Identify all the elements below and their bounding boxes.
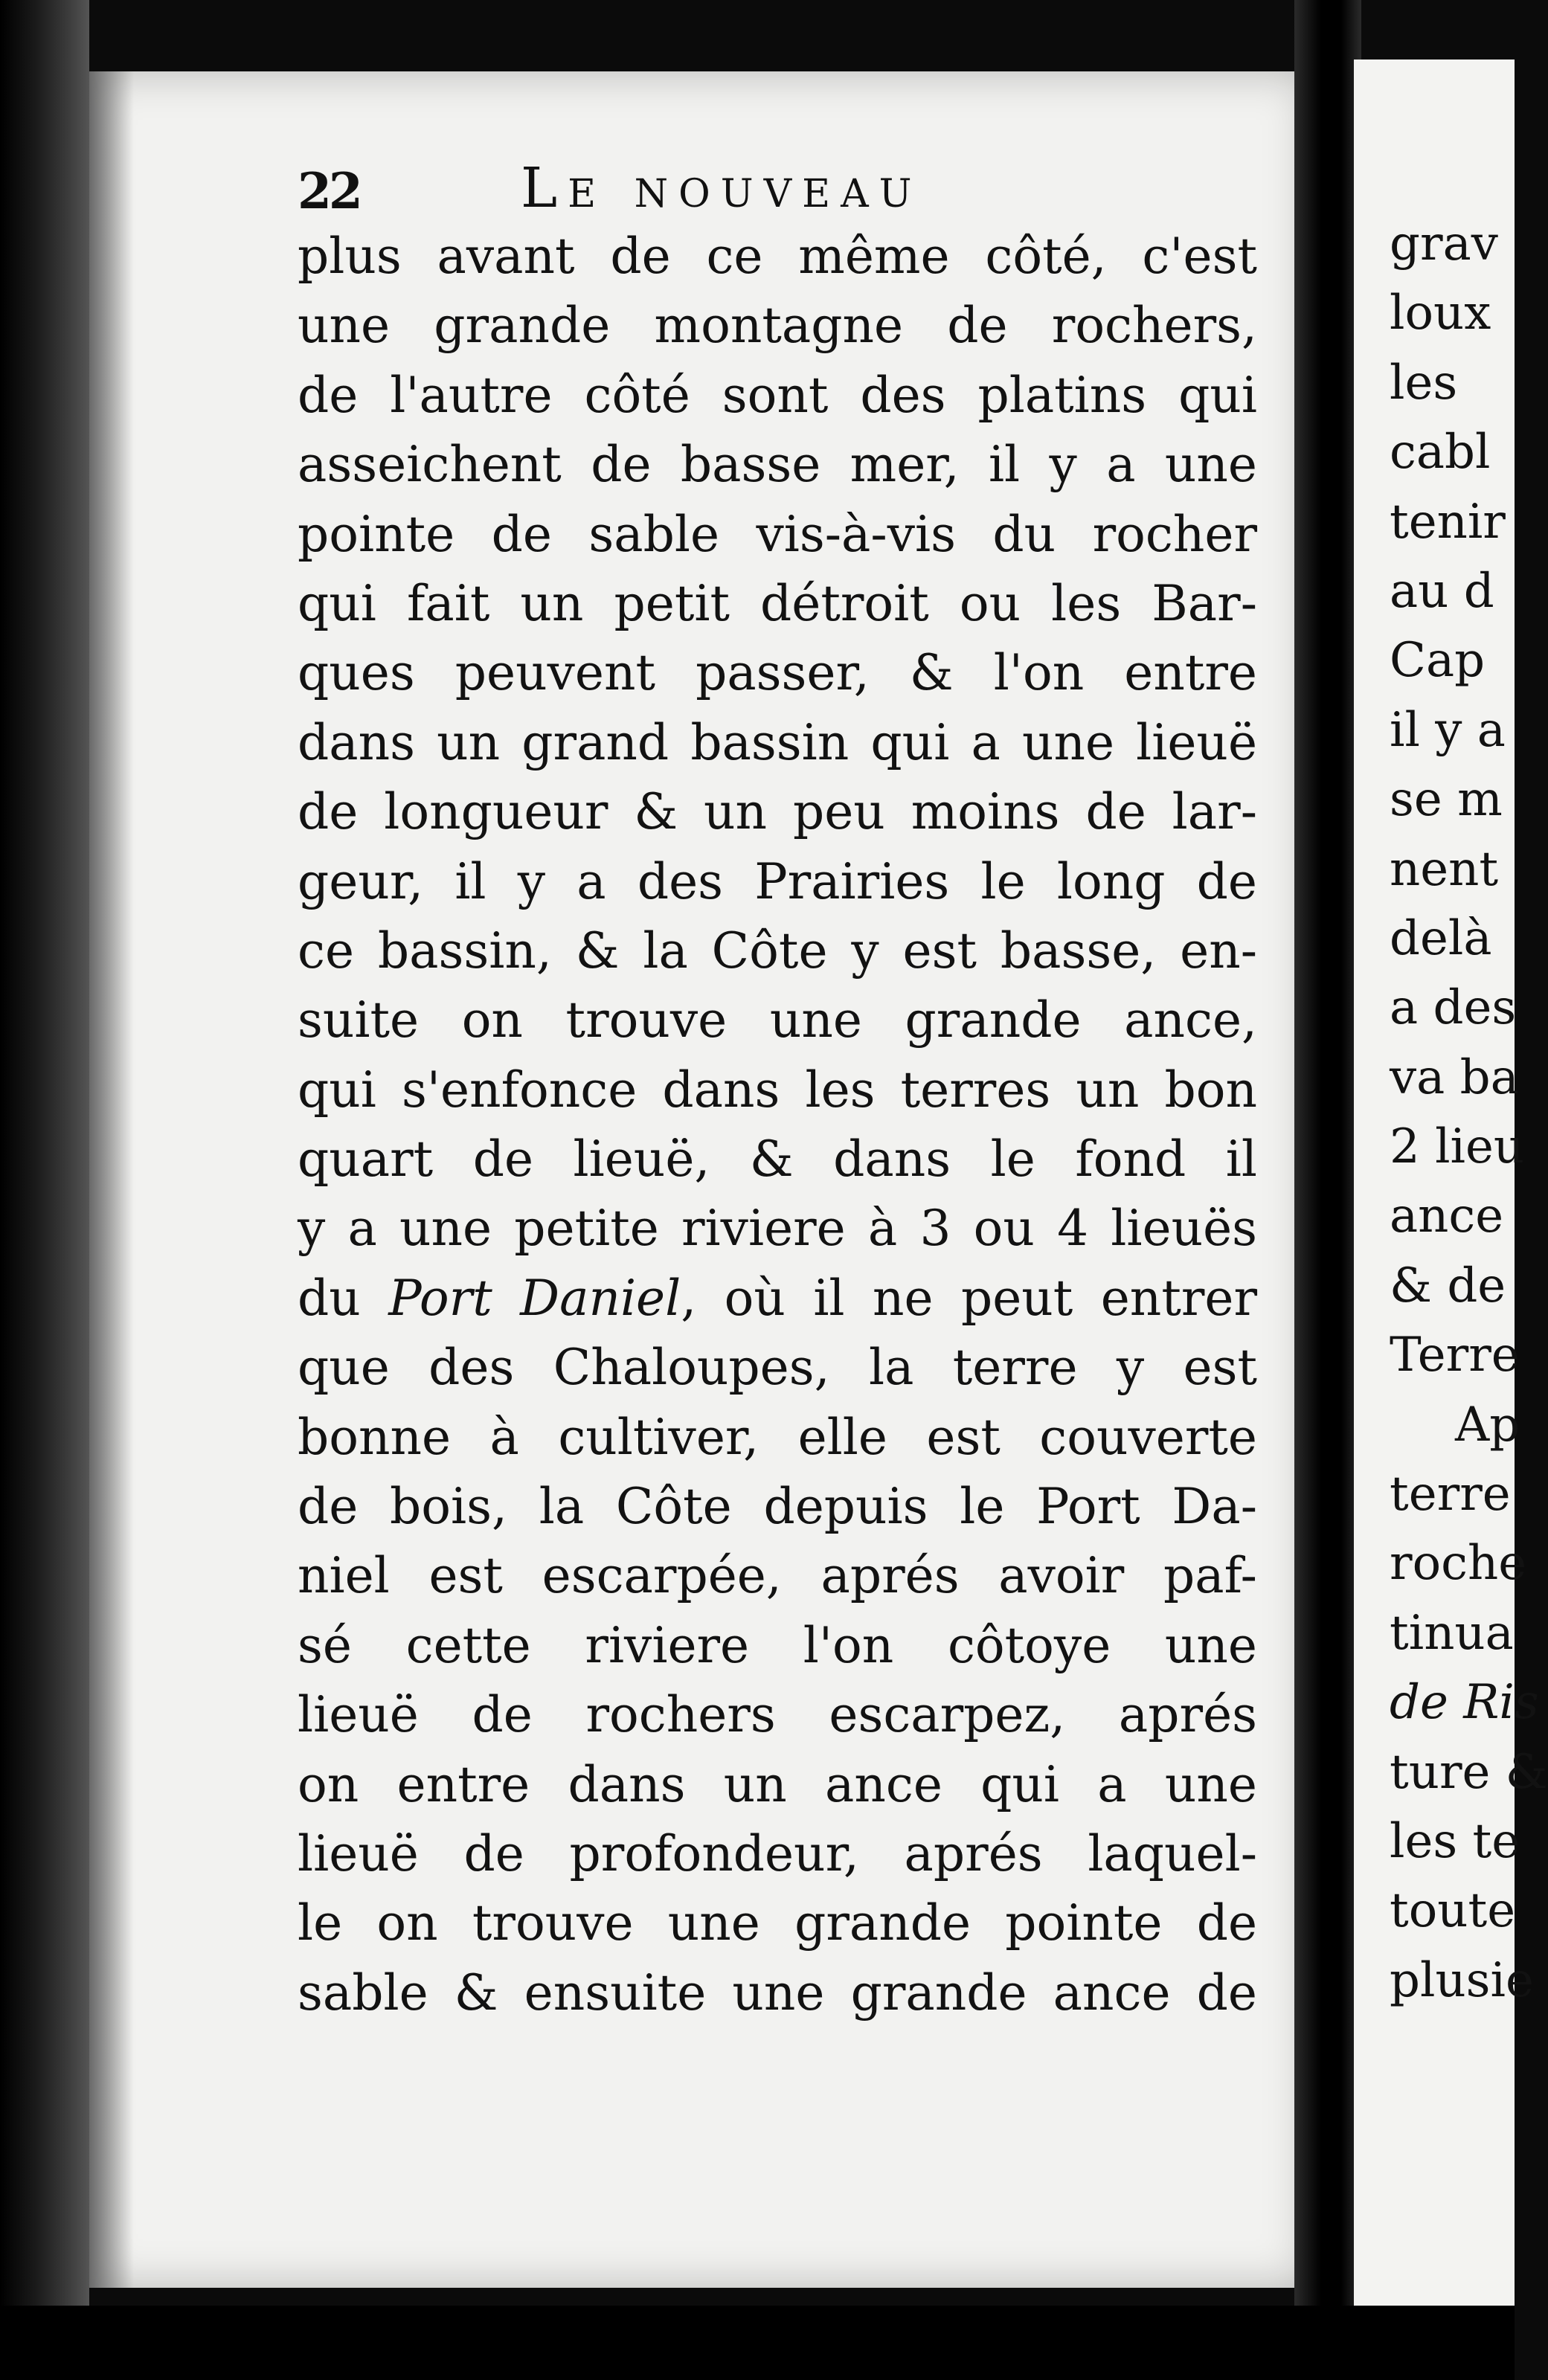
place-name-italic: Port Daniel — [388, 1269, 681, 1327]
text-line: de bois, la Côte depuis le Port Da- — [298, 1478, 1257, 1536]
cropped-text-line: les — [1390, 355, 1458, 411]
cropped-text-line: tenir — [1390, 494, 1506, 550]
text-fragment: du — [298, 1269, 361, 1327]
cropped-text-line: grav — [1390, 216, 1498, 271]
cropped-text-line: tinua — [1390, 1605, 1514, 1661]
cropped-text-line: cabl — [1390, 425, 1491, 480]
left-page-body-text — [298, 222, 1257, 2027]
scan-bottom-border — [0, 2306, 1515, 2380]
text-line: de l'autre côté sont des platins qui — [298, 366, 1257, 424]
text-line: niel est escarpée, aprés avoir paf- — [298, 1547, 1257, 1605]
text-line: pointe de sable vis-à-vis du rocher — [298, 505, 1257, 563]
text-line: que des Chaloupes, la terre y est — [298, 1339, 1257, 1397]
text-line: geur, il y a des Prairies le long de — [298, 852, 1257, 910]
left-page-edge-shadow — [89, 71, 134, 2288]
text-line: on entre dans un ance qui a une — [298, 1755, 1257, 1813]
cropped-text-line: il y a — [1390, 702, 1506, 758]
cropped-text-line: toute — [1390, 1883, 1516, 1939]
cropped-text-line: delà — [1390, 910, 1492, 966]
text-line: qui fait un petit détroit ou les Bar- — [298, 574, 1257, 632]
running-title: Le nouveau — [521, 156, 922, 220]
text-line: lieuë de profondeur, aprés laquel- — [298, 1824, 1257, 1882]
text-line: y a une petite riviere à 3 ou 4 lieuës — [298, 1200, 1257, 1258]
text-line: de longueur & un peu moins de lar- — [298, 783, 1257, 841]
text-line: ques peuvent passer, & l'on entre — [298, 644, 1257, 702]
text-line: une grande montagne de rochers, — [298, 297, 1257, 355]
text-line: quart de lieuë, & dans le fond il — [298, 1130, 1257, 1189]
right-page-cropped-text — [1390, 210, 1548, 2016]
cropped-text-line: 2 lieu — [1390, 1119, 1525, 1175]
text-line: sé cette riviere l'on côtoye une — [298, 1616, 1257, 1674]
text-line: lieuë de rochers escarpez, aprés — [298, 1686, 1257, 1744]
page-number: 22 — [298, 162, 360, 220]
cropped-text-line: va ba — [1390, 1049, 1519, 1105]
cropped-text-line: roche — [1390, 1536, 1527, 1592]
cropped-text-line: Cap — [1390, 633, 1486, 689]
cropped-text-line: Terre — [1390, 1328, 1520, 1383]
cropped-text-line: a des — [1390, 980, 1517, 1036]
text-line-with-place-name — [298, 1264, 1257, 1333]
text-fragment: , où il ne peut entrer — [681, 1269, 1257, 1327]
cropped-text-line: & de — [1390, 1258, 1506, 1313]
cropped-text-line: terre — [1390, 1467, 1511, 1522]
page-header — [298, 156, 1265, 231]
book-gutter — [1294, 0, 1361, 2380]
cropped-text-line: nent — [1390, 841, 1499, 897]
cropped-text-line: de Ris — [1390, 1675, 1539, 1731]
cropped-text-line: ture & — [1390, 1744, 1548, 1800]
cropped-text-line: loux — [1390, 286, 1491, 341]
text-line: sable & ensuite une grande ance de — [298, 1964, 1257, 2022]
text-line: le on trouve une grande pointe de — [298, 1894, 1257, 1952]
cropped-text-line: les te — [1390, 1813, 1520, 1869]
cropped-text-line: plusie — [1390, 1952, 1534, 2008]
text-line: suite on trouve une grande ance, — [298, 991, 1257, 1049]
text-line: dans un grand bassin qui a une lieuë — [298, 713, 1257, 771]
text-line: bonne à cultiver, elle est couverte — [298, 1408, 1257, 1466]
cropped-text-line: se m — [1390, 772, 1503, 828]
text-line: ce bassin, & la Côte y est basse, en- — [298, 922, 1257, 980]
text-line: asseichent de basse mer, il y a une — [298, 436, 1257, 494]
cropped-text-line: ance — [1390, 1189, 1504, 1244]
cropped-text-line: au d — [1390, 563, 1494, 619]
text-line: plus avant de ce même côté, c'est — [298, 228, 1257, 285]
text-line: qui s'enfonce dans les terres un bon — [298, 1061, 1257, 1119]
cropped-text-line: Ap — [1455, 1397, 1520, 1453]
book-spine-shadow — [0, 0, 89, 2380]
